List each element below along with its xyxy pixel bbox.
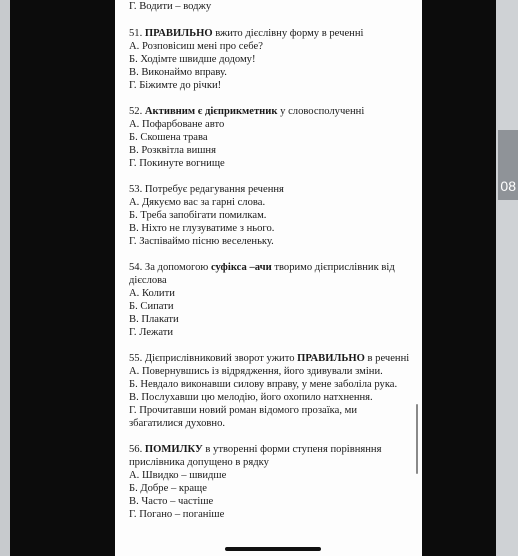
option-d: Г. Покинуте вогнище xyxy=(129,158,225,169)
question-text: 55. Дієприслівниковий зворот ужито ПРАВИЛЬНО в реченні xyxy=(129,353,410,364)
question-54 xyxy=(129,261,410,339)
option-d: Г. Лежати xyxy=(129,327,174,338)
background-tile-number: 08 xyxy=(500,178,516,194)
option-a: А. Колити xyxy=(129,288,175,299)
option-a: А. Розповісиш мені про себе? xyxy=(129,41,263,52)
option-b: Б. Скошена трава xyxy=(129,132,208,143)
question-51 xyxy=(129,27,410,92)
option-c: В. Послухавши цю мелодію, його охопило натхнення. xyxy=(129,392,373,403)
option-b: Б. Сипати xyxy=(129,301,174,312)
background-right-edge xyxy=(496,0,518,556)
option-b: Б. Добре – краще xyxy=(129,483,207,494)
question-text: 56. ПОМИЛКУ в утворенні форми ступеня порівняння прислівника допущено в рядку xyxy=(129,444,382,468)
option-d: Г. Погано – поганіше xyxy=(129,509,225,520)
question-text: 54. За допомогою суфікса –ачи творимо дієприслівник від дієслова xyxy=(129,262,395,286)
phone-screen[interactable] xyxy=(115,0,422,556)
option-c: В. Ніхто не глузуватиме з нього. xyxy=(129,223,275,234)
question-53 xyxy=(129,183,410,248)
question-text: 53. Потребує редагування речення xyxy=(129,184,284,195)
option-a: А. Швидко – швидше xyxy=(129,470,227,481)
question-text: 51. ПРАВИЛЬНО вжито дієслівну форму в реченні xyxy=(129,28,364,39)
option-b: Б. Треба запобігати помилкам. xyxy=(129,210,267,221)
option-d: Г. Заспіваймо пісню веселеньку. xyxy=(129,236,274,247)
option-b: Б. Ходімте швидше додому! xyxy=(129,54,256,65)
option-d: Г. Прочитавши новий роман відомого прозаїка, ми збагатилися духовно. xyxy=(129,405,358,429)
option-c: В. Розквітла вишня xyxy=(129,145,216,156)
option-c: В. Часто – частіше xyxy=(129,496,214,507)
background-left-edge xyxy=(0,0,10,556)
phone-bezel xyxy=(10,0,496,556)
option-a: А. Дякуємо вас за гарні слова. xyxy=(129,197,266,208)
previous-question-option: Г. Водити – воджу xyxy=(129,1,212,12)
question-52 xyxy=(129,105,410,170)
question-56 xyxy=(129,443,410,521)
question-55 xyxy=(129,352,410,430)
option-a: А. Пофарбоване авто xyxy=(129,119,225,130)
option-d: Г. Біжимте до річки! xyxy=(129,80,222,91)
scrollbar[interactable] xyxy=(416,404,418,474)
option-b: Б. Невдало виконавши силову вправу, у мене заболіла рука. xyxy=(129,379,398,390)
question-text: 52. Активним є дієприкметник у словосполученні xyxy=(129,106,365,117)
home-indicator[interactable] xyxy=(225,547,321,551)
option-a: А. Повернувшись із відрядження, його здивували зміни. xyxy=(129,366,383,377)
option-c: В. Виконаймо вправу. xyxy=(129,67,227,78)
option-c: В. Плакати xyxy=(129,314,179,325)
document-content xyxy=(115,0,422,521)
